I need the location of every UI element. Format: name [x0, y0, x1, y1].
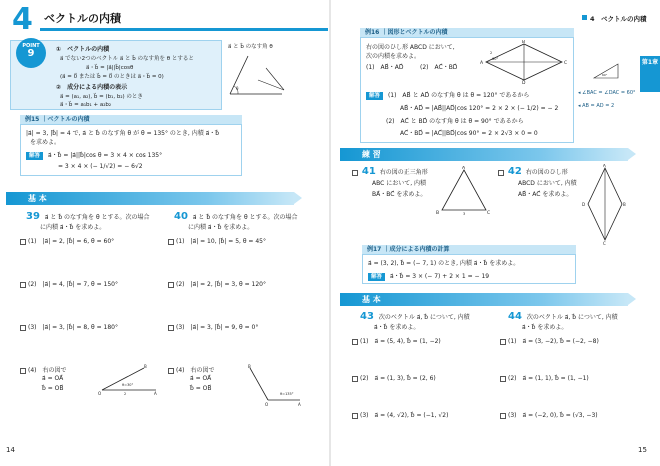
example16-line1: 右の図のひし形 ABCD において, [366, 44, 455, 51]
example16-note1: ◂ ∠BAC = ∠DAC = 60° [578, 90, 636, 96]
svg-text:θ: θ [236, 86, 239, 91]
checkbox[interactable] [352, 339, 358, 345]
q41-line3: BA⃗・BC⃗ を求めよ。 [372, 191, 427, 198]
example15-line1: |a⃗| = 3, |b⃗| = 4 で, a⃗ と b⃗ のなす角 θ が θ = 135° のとき, 内積 a⃗・b⃗ [26, 130, 220, 137]
q41-line1: 右の図の正三角形 [379, 169, 428, 176]
svg-text:60°: 60° [602, 73, 608, 77]
checkbox[interactable] [20, 368, 26, 374]
q39-number: 39 [26, 211, 40, 222]
svg-text:A: A [462, 166, 466, 171]
q43-number: 43 [360, 311, 374, 322]
q44-item2[interactable]: (2) a⃗ = (1, 1), b⃗ = (1, −1) [500, 373, 589, 382]
section-renshu [340, 148, 628, 161]
example16-rhombus-figure [478, 40, 572, 84]
svg-text:B: B [522, 40, 526, 45]
q39-figure [96, 362, 162, 396]
example16-answer1b: AB⃗・AD⃗ = |AB⃗||AD⃗|cos 120° = 2 × 2 × (− 1/2) = − 2 [400, 105, 559, 112]
q44-stem [508, 311, 618, 322]
q40-item4[interactable]: (4) 右の図で [168, 365, 215, 374]
svg-text:3: 3 [463, 212, 466, 216]
svg-text:O: O [98, 391, 102, 396]
svg-text:C: C [487, 211, 491, 216]
example15-answer-row [26, 150, 162, 160]
left-page-number: 14 [6, 446, 15, 454]
point-item1-title: ① ベクトルの内積 [56, 46, 110, 53]
q40-stem [174, 211, 298, 222]
checkbox[interactable] [352, 170, 358, 176]
point-item2-line1: a⃗ = (a₁, a₂), b⃗ = (b₁, b₂) のとき [60, 94, 143, 100]
q43-item1[interactable]: (1) a⃗ = (5, 4), b⃗ = (1, −2) [352, 336, 441, 345]
q42-number: 42 [507, 166, 522, 177]
q40-item2[interactable]: (2) |a⃗| = 2, |b⃗| = 3, θ = 120° [168, 279, 266, 288]
example16-answer2b: AC⃗・BD⃗ = |AC⃗||BD⃗|cos 90° = 2 × 2√3 × 0 = 0 [400, 130, 538, 137]
q44-line2: a⃗・b⃗ を求めよ。 [522, 324, 568, 331]
point-item2-title: ② 成分による内積の表示 [56, 84, 128, 91]
checkbox[interactable] [168, 368, 174, 374]
q41-triangle-figure [436, 166, 492, 216]
example16-header: 例16 ｜図形とベクトルの内積 [360, 28, 574, 37]
q43-line1: 次のベクトル a⃗, b⃗ について, 内積 [378, 314, 470, 321]
checkbox[interactable] [168, 325, 174, 331]
svg-text:60°: 60° [492, 57, 499, 61]
section-kihon-left [6, 192, 294, 205]
svg-text:D: D [522, 81, 526, 84]
example15-answer1: a⃗・b⃗ = |a⃗||b⃗|cos θ = 3 × 4 × cos 135° [47, 152, 163, 159]
q44-line1: 次のベクトル a⃗, b⃗ について, 内積 [526, 314, 618, 321]
checkbox[interactable] [168, 239, 174, 245]
svg-text:A: A [480, 61, 484, 66]
svg-text:θ=30°: θ=30° [122, 383, 134, 387]
point-badge-number: 9 [27, 48, 35, 59]
example16-line2: 次の内積を求めよ。 [366, 53, 421, 60]
answer-label: 解答 [368, 273, 385, 281]
example17-line1: a⃗ = (3, 2), b⃗ = (− 7, 1) のとき, 内積 a⃗・b⃗ を求めよ。 [368, 260, 520, 267]
q42-line1: 右の図のひし形 [525, 169, 568, 176]
svg-text:2: 2 [124, 392, 127, 396]
q39-item2[interactable]: (2) |a⃗| = 4, |b⃗| = 7, θ = 150° [20, 279, 118, 288]
q39-text: a⃗ と b⃗ のなす角を θ とする。次の場合 [44, 214, 150, 221]
q40-item4-b: b⃗ = OB⃗ [190, 385, 212, 392]
example17-answer: a⃗・b⃗ = 3 × (− 7) + 2 × 1 = − 19 [389, 273, 490, 280]
answer-label: 解答 [366, 92, 383, 100]
svg-text:B: B [623, 202, 626, 207]
svg-text:B: B [144, 364, 147, 369]
svg-text:D: D [582, 202, 586, 207]
checkbox[interactable] [352, 376, 358, 382]
q42-stem[interactable] [498, 166, 568, 177]
checkbox[interactable] [20, 282, 26, 288]
q43-line2: a⃗・b⃗ を求めよ。 [374, 324, 420, 331]
q40-item4-a: a⃗ = OA⃗ [190, 375, 212, 382]
q40-number: 40 [174, 211, 188, 222]
q41-stem[interactable] [352, 166, 428, 177]
example16-q1: (1) AB⃗・AD⃗ [366, 64, 404, 71]
chapter-title: ベクトルの内積 [44, 12, 121, 25]
q40-item3[interactable]: (3) |a⃗| = 3, |b⃗| = 9, θ = 0° [168, 322, 258, 331]
point-badge [16, 38, 46, 68]
q39-text2: に内積 a⃗・b⃗ を求めよ。 [40, 224, 106, 231]
example17-answer-row [368, 271, 489, 281]
example16-answer1: (1) AB⃗ と AD⃗ のなす角 θ は θ = 120° であるから [387, 92, 530, 99]
example15-line2: を求めよ。 [30, 139, 61, 146]
section-kihon-left-label: 基 本 [28, 194, 47, 203]
right-page-number: 15 [638, 446, 647, 454]
q40-item1[interactable]: (1) |a⃗| = 10, |b⃗| = 5, θ = 45° [168, 236, 266, 245]
svg-text:θ=135°: θ=135° [280, 392, 294, 396]
q42-line2: ABCD において, 内積 [518, 180, 577, 187]
q40-text: a⃗ と b⃗ のなす角を θ とする。次の場合 [192, 214, 298, 221]
q41-number: 41 [361, 166, 376, 177]
svg-text:A: A [298, 402, 301, 407]
q42-line3: AB⃗・AC⃗ を求めよ。 [518, 191, 573, 198]
running-head: 4 ベクトルの内積 [590, 15, 647, 23]
checkbox[interactable] [168, 282, 174, 288]
title-underline [40, 28, 328, 31]
point-figure-caption: a⃗ と b⃗ のなす角 θ [228, 44, 273, 50]
point-item1-line2: a⃗・b⃗ = |a⃗||b⃗|cosθ [86, 65, 134, 71]
section-kihon-right [340, 293, 628, 306]
q43-stem [360, 311, 470, 322]
q39-item3[interactable]: (3) |a⃗| = 3, |b⃗| = 8, θ = 180° [20, 322, 118, 331]
point-angle-figure [226, 50, 288, 100]
example16-answer2: (2) AC⃗ と BD⃗ のなす角 θ は θ = 90° であるから [386, 118, 524, 125]
q41-line2: ABC において, 内積 [372, 180, 427, 187]
note-triangle-figure [592, 62, 620, 80]
checkbox[interactable] [500, 376, 506, 382]
svg-text:A: A [603, 164, 606, 168]
q42-rhombus-figure [582, 164, 628, 246]
checkbox[interactable] [498, 170, 504, 176]
chapter-number: 4 [12, 2, 33, 37]
q40-figure [246, 362, 308, 408]
section-kihon-right-label: 基 本 [362, 295, 381, 304]
q40-text2: に内積 a⃗・b⃗ を求めよ。 [188, 224, 254, 231]
svg-text:A: A [154, 391, 157, 396]
section-renshu-label: 練 習 [362, 150, 381, 159]
q39-item4-b: b⃗ = OB⃗ [42, 385, 64, 392]
example16-note2: ◂ AB = AD = 2 [578, 103, 615, 109]
running-head-marker [582, 15, 587, 20]
q44-number: 44 [508, 311, 522, 322]
svg-text:O: O [265, 402, 269, 407]
checkbox[interactable] [20, 239, 26, 245]
checkbox[interactable] [352, 413, 358, 419]
answer-label: 解答 [26, 152, 43, 160]
point-item1-line3: (a⃗ = 0⃗ または b⃗ = 0⃗ のときは a⃗・b⃗ = 0) [60, 74, 164, 80]
chapter-side-tab[interactable]: 第1章 [640, 56, 660, 92]
checkbox[interactable] [20, 325, 26, 331]
example16-q2: (2) AC⃗・BD⃗ [420, 64, 458, 71]
svg-text:2: 2 [490, 51, 493, 55]
svg-text:B: B [248, 364, 251, 369]
example15-header: 例15 ｜ベクトルの内積 [20, 115, 242, 124]
checkbox[interactable] [500, 413, 506, 419]
q39-item1[interactable]: (1) |a⃗| = 2, |b⃗| = 6, θ = 60° [20, 236, 114, 245]
example17-header: 例17 ｜成分による内積の計算 [362, 245, 576, 254]
q43-item3[interactable]: (3) a⃗ = (4, √2), b⃗ = (−1, √2) [352, 410, 448, 419]
q39-stem [26, 211, 150, 222]
point-item1-line1: a⃗ でない2つのベクトル a⃗ と b⃗ のなす角を θ とすると [60, 56, 194, 62]
q44-item1[interactable]: (1) a⃗ = (3, −2), b⃗ = (−2, −8) [500, 336, 599, 345]
svg-text:B: B [436, 211, 440, 216]
point-item2-line2: a⃗・b⃗ = a₁b₁ + a₂b₂ [60, 102, 112, 108]
q39-item4-a: a⃗ = OA⃗ [42, 375, 64, 382]
checkbox[interactable] [500, 339, 506, 345]
svg-text:C: C [564, 61, 568, 66]
q43-item2[interactable]: (2) a⃗ = (1, 3), b⃗ = (2, 6) [352, 373, 436, 382]
q44-item3[interactable]: (3) a⃗ = (−2, 0), b⃗ = (√3, −3) [500, 410, 598, 419]
svg-text:C: C [603, 241, 606, 246]
example16-answer-row1 [366, 90, 529, 100]
example15-answer2: = 3 × 4 × (− 1/√2) = − 6√2 [58, 163, 143, 170]
point-badge-label: POINT [22, 43, 40, 49]
q39-item4[interactable]: (4) 右の図で [20, 365, 67, 374]
